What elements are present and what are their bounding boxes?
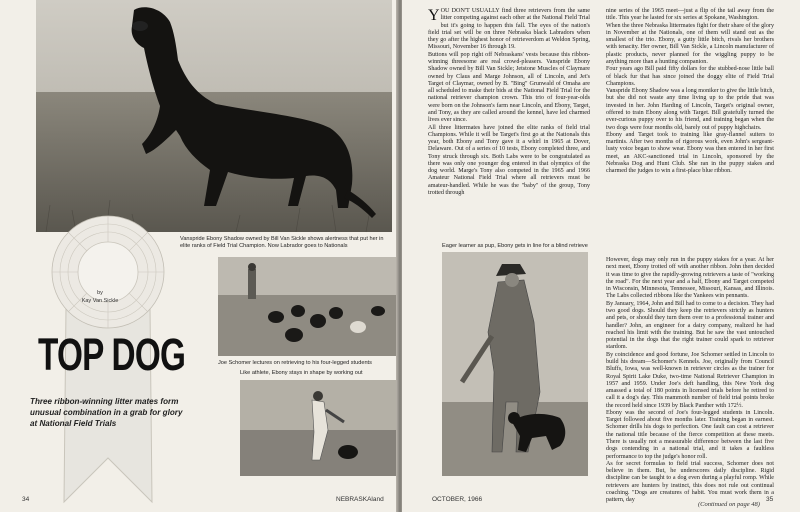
article-column-1-text: OU DON'T USUALLY find three retrievers from the same litter competing against each other at the National Field Trial but it's going to happen this fall. The eyes of the nation's field trial set will be on three Nebraska black Labradors when they go after the highest honor of retrieverdom at Weldon Spring, Missouri, November 16 through 19. Buttons will pop right off Nebraskans' vests because this ribbon-winning threesome are real crowd-pleasers. Vanspride Ebony Shadow owned by Bill Van Sickle; Jetstone Muscles of Claymare owned by Claus and Marge Johnson, all of Lincoln, and Jet's Target of Claymar, owned by B. "Bing" Grunwald of Omaha are all scheduled to make their bids at the National Field Trial for the national retriever champion crown. This trio of four-year-olds were born on the Johnson's farm near Lincoln, and Ebony, Target, and Tony, as they are called around the kennel, have led charmed lives ever since. All three littermates have joined the elite ranks of field trial Champions. While it will be Target's first go at the Nationals this year, both Ebony and Tony gave it a whirl in 1965 at Dover, Delaware. Out of a series of 10 tests, Ebony completed three, and Tony struck through six. Both Labs were to be congratulated as there was only one younger dog entered in that olympics of the dog world. Marge's Tony also competed in the 1965 and 1966 Amateur National Field Trial where all retrievers must be amateur-handled. While he was the "baby" of the group, Tony trotted through: [428, 8, 590, 197]
article-column-3: However, dogs may only run in the puppy stakes for a year. At her next meet, Ebony trotted off with another ribbon. John then decided it was time to give the rapidly-growing retrievers a taste of "working the road". For the next year and a half, Ebony and Target competed in Wisconsin, Minnesota, Tennessee, Missouri, Kansas, and Illinois. The Labs collected ribbons like the Yankees win pennants. By January, 1964, John and Bill had to come to a decision. They had two good dogs. Should they keep the retrievers strictly as hunters and pets, or should they turn them over to a professional trainer and handler? John, an engineer for a dairy company, realized he had reached his limit with the training. But he saw the vast untouched potential in the dogs that the right trainer could spark to retriever stardom. By coincidence and good fortune, Joe Schomer settled in Lincoln to build his dream—Schomer's Kennels. Joe, originally from Council Bluffs, Iowa, was well-known in retriever circles as the trainer for Royal Spirit Lake Duke, two-time National Retriever Champion in 1957 and 1959. Under Joe's deft handling, this New York dog amassed a total of 180 points in licensed trials before he retired to call it a dog's day. This mammoth number of field trial points broke the record held since 1939 by Black Panther with 172½. Ebony was the second of Joe's four-legged students in Lincoln. Target followed about five months later. Training began in earnest. Schomer drills his dogs to perfection. One fault can cost a retriever the national title because of the fierce competition at these meets. There is usually not a measurable difference between the last five dogs contending in a national trial, and it takes a faultless performance to top the judge's honor roll. As for secret formulas to field trial success, Schomer does not believe in them. But, he underscores daily discipline. Rigid discipline can be taught to a dog even during a playful romp. While retrievers are hunters by instinct, this does not rule out continual coaching. "Dogs are creatures of habit. You must work them in a pattern, day: [606, 257, 774, 504]
pup-photo-caption: Eager learner as pup, Ebony gets in line for a blind retrieve: [442, 243, 588, 249]
right-page-number: 35: [766, 496, 774, 503]
drop-cap: Y: [428, 7, 440, 24]
right-page: [402, 0, 800, 512]
left-page-number: 34: [22, 496, 30, 503]
left-page: [0, 0, 398, 512]
schomer-caption: Joe Schomer lectures on retrieving to his four-legged students: [218, 360, 372, 366]
athlete-caption: Like athlete, Ebony stays in shape by working out: [240, 370, 363, 376]
issue-date: OCTOBER, 1966: [432, 496, 483, 503]
pup-photo: [442, 252, 588, 476]
article-column-2: nine series of the 1965 meet—just a flip of the tail away from the title. This year he lasted for six series at Spokane, Washington. When the three Nebraska littermates fight for their share of the glory in November at the Nationals, one of them will stand out as the smallest of the trio. Ebony, a gutty little bitch, rivals her brothers with tenacity. Her owner, Bill Van Sickle, a Lincoln manufacturer of plastic products, never planned for the wiggling puppy to be anything more than a hunting companion. Four years ago Bill paid fifty dollars for the stubbed-nose little ball of black fur that has since joined the doggy elite of Field Trial Champions. Vanspride Ebony Shadow was a long moniker to give the little bitch, but she did not waste any time living up to the pride that was invested in her. John Harding of Lincoln, Target's original owner, offered to train Ebony along with Target. Bill gratefully turned the ever-curious puppy over to his friend, and training began when the two dogs were four months old, barely out of puppy highchairs. Ebony and Target took to training like gray-flannel suiters to martinis. After two months of rigorous work, even John's sergeant-lusty voice began to show wear. Ebony was then entered in her first meet, an AKC-sanctioned trial in Lincoln, sponsored by the Nebraska Dog and Hunt Club. She ran in the puppy stakes and charmed the judges to win a first-place blue ribbon.: [606, 8, 774, 175]
article-deck: Three ribbon-winning litter mates form unusual combination in a grab for glory at National Field Trials: [30, 397, 183, 428]
schomer-photo: [218, 257, 396, 356]
continued-note: (Continued on page 48): [698, 501, 760, 508]
dog-photo: [36, 0, 392, 232]
dog-photo-caption: Vanspride Ebony Shadow owned by Bill Van Sickle shows alertness that put her in elite ranks of Field Trial Champion. Now Labrador goes to Nationals: [180, 236, 384, 249]
trainer-dogs-image: [218, 257, 396, 356]
magazine-name: NEBRASKAland: [336, 496, 384, 503]
athlete-photo: [240, 380, 396, 476]
trainer-workout-image: [240, 380, 396, 476]
trainer-pup-image: [442, 252, 588, 476]
article-title: TOP DOG: [38, 329, 186, 380]
byline: by Kay Van Sickle: [81, 290, 119, 304]
labrador-image: [36, 0, 392, 232]
